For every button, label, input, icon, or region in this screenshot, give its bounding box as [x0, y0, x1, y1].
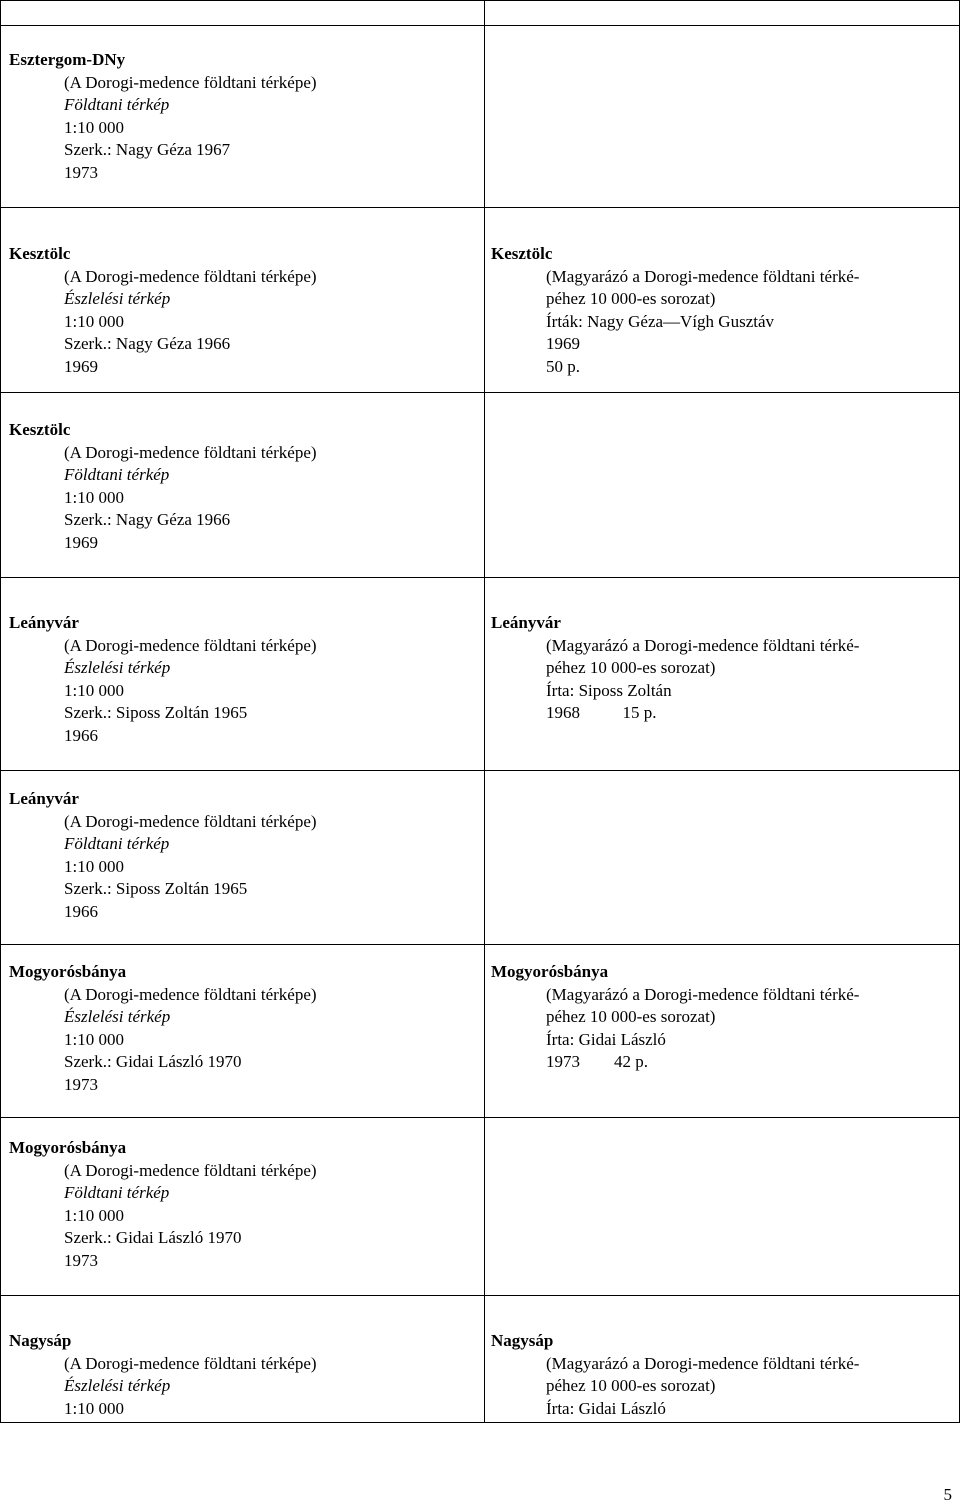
- entry-title: Mogyorósbánya: [491, 962, 609, 981]
- entry-description-cont: péhez 10 000-es sorozat): [546, 1007, 716, 1026]
- row-border: [0, 25, 960, 26]
- entry-editor: Szerk.: Nagy Géza 1966: [64, 334, 231, 353]
- entry-year: 1966: [64, 725, 98, 745]
- map-entry: [9, 49, 317, 184]
- row-border: [0, 1422, 960, 1423]
- entry-description-cont: péhez 10 000-es sorozat): [546, 289, 716, 308]
- entry-title: Leányvár: [491, 613, 561, 632]
- entry-scale: 1:10 000: [64, 856, 124, 876]
- desc-word: földtani: [762, 635, 816, 655]
- entry-editor: Szerk.: Nagy Géza 1966: [64, 510, 231, 529]
- desc-word: (Magyarázó: [546, 635, 629, 655]
- entry-map-type: Földtani térkép: [64, 834, 170, 853]
- entry-year: 1973: [64, 162, 98, 182]
- entry-year: 1966: [64, 901, 98, 921]
- entry-map-type: Földtani térkép: [64, 95, 170, 114]
- row-border: [0, 1295, 960, 1296]
- entry-year: 1973: [64, 1250, 98, 1270]
- entry-year: 1969: [64, 532, 98, 552]
- entry-description: [491, 1353, 953, 1376]
- desc-word: a: [632, 984, 640, 1004]
- entry-series: (A Dorogi-medence földtani térképe): [64, 1160, 317, 1180]
- entry-scale: 1:10 000: [64, 680, 124, 700]
- row-border: [0, 770, 960, 771]
- entry-title: Kesztölc: [9, 244, 71, 263]
- entry-title: Leányvár: [9, 613, 79, 632]
- entry-pages: 50 p.: [546, 356, 580, 376]
- entry-title: Mogyorósbánya: [9, 1138, 127, 1157]
- desc-word: (Magyarázó: [546, 1353, 629, 1373]
- row-border: [0, 0, 960, 1]
- entry-scale: 1:10 000: [64, 1029, 124, 1049]
- explanation-entry: [491, 1330, 953, 1420]
- desc-word: földtani: [762, 266, 816, 286]
- row-border: [0, 1117, 960, 1118]
- entry-scale: 1:10 000: [64, 487, 124, 507]
- map-entry: [9, 419, 317, 554]
- entry-editor: Szerk.: Gidai László 1970: [64, 1228, 242, 1247]
- desc-word: térké-: [819, 1353, 860, 1373]
- entry-editor: Szerk.: Nagy Géza 1967: [64, 140, 231, 159]
- entry-description-cont: péhez 10 000-es sorozat): [546, 658, 716, 677]
- column-border: [0, 0, 1, 1423]
- entry-year-pages: 1968 15 p.: [546, 703, 657, 722]
- explanation-entry: [491, 243, 953, 378]
- row-border: [0, 577, 960, 578]
- row-border: [0, 207, 960, 208]
- desc-word: (Magyarázó: [546, 266, 629, 286]
- entry-series: (A Dorogi-medence földtani térképe): [64, 72, 317, 92]
- desc-word: a: [632, 1353, 640, 1373]
- entry-title: Kesztölc: [9, 420, 71, 439]
- map-entry: [9, 243, 317, 378]
- entry-title: Leányvár: [9, 789, 79, 808]
- desc-word: a: [632, 266, 640, 286]
- map-entry: [9, 1330, 317, 1420]
- entry-series: (A Dorogi-medence földtani térképe): [64, 984, 317, 1004]
- entry-editor: Szerk.: Siposs Zoltán 1965: [64, 879, 248, 898]
- entry-authors: Írta: Gidai László: [546, 1398, 666, 1418]
- entry-year: 1973: [64, 1074, 98, 1094]
- map-entry: [9, 612, 317, 747]
- entry-series: (A Dorogi-medence földtani térképe): [64, 442, 317, 462]
- map-entry: [9, 1137, 317, 1272]
- entry-editor: Szerk.: Gidai László 1970: [64, 1052, 242, 1071]
- explanation-entry: [491, 612, 953, 725]
- desc-word: földtani: [762, 984, 816, 1004]
- entry-authors: Írta: Siposs Zoltán: [546, 680, 672, 700]
- row-border: [0, 944, 960, 945]
- entry-authors: Írták: Nagy Géza—Vígh Gusztáv: [546, 311, 775, 331]
- page-number: 5: [943, 1485, 952, 1504]
- entry-year: 1969: [546, 334, 580, 353]
- entry-scale: 1:10 000: [64, 1398, 124, 1418]
- desc-word: a: [632, 635, 640, 655]
- desc-word: földtani: [762, 1353, 816, 1373]
- entry-map-type: Földtani térkép: [64, 465, 170, 484]
- entry-description: [491, 266, 953, 289]
- entry-title: Esztergom-DNy: [9, 50, 126, 69]
- desc-word: Dorogi-medence: [644, 635, 759, 655]
- desc-word: Dorogi-medence: [644, 984, 759, 1004]
- entry-year-pages: 1973 42 p.: [546, 1052, 648, 1071]
- map-entry: [9, 788, 317, 923]
- entry-year: 1969: [64, 356, 98, 376]
- entry-series: (A Dorogi-medence földtani térképe): [64, 811, 317, 831]
- desc-word: térké-: [819, 266, 860, 286]
- entry-title: Nagysáp: [9, 1331, 72, 1350]
- entry-series: (A Dorogi-medence földtani térképe): [64, 1353, 317, 1373]
- column-border: [484, 0, 485, 1423]
- entry-title: Mogyorósbánya: [9, 962, 127, 981]
- desc-word: Dorogi-medence: [644, 266, 759, 286]
- desc-word: térké-: [819, 984, 860, 1004]
- entry-map-type: Észlelési térkép: [64, 1007, 171, 1026]
- entry-series: (A Dorogi-medence földtani térképe): [64, 635, 317, 655]
- entry-scale: 1:10 000: [64, 117, 124, 137]
- row-border: [0, 392, 960, 393]
- entry-title: Nagysáp: [491, 1331, 554, 1350]
- entry-map-type: Észlelési térkép: [64, 1376, 171, 1395]
- map-entry: [9, 961, 317, 1096]
- desc-word: térké-: [819, 635, 860, 655]
- entry-description: [491, 635, 953, 658]
- entry-authors: Írta: Gidai László: [546, 1029, 666, 1049]
- entry-series: (A Dorogi-medence földtani térképe): [64, 266, 317, 286]
- entry-scale: 1:10 000: [64, 311, 124, 331]
- entry-description: [491, 984, 953, 1007]
- entry-title: Kesztölc: [491, 244, 553, 263]
- desc-word: Dorogi-medence: [644, 1353, 759, 1373]
- entry-map-type: Észlelési térkép: [64, 289, 171, 308]
- entry-editor: Szerk.: Siposs Zoltán 1965: [64, 703, 248, 722]
- entry-map-type: Észlelési térkép: [64, 658, 171, 677]
- desc-word: (Magyarázó: [546, 984, 629, 1004]
- explanation-entry: [491, 961, 953, 1074]
- entry-map-type: Földtani térkép: [64, 1183, 170, 1202]
- entry-scale: 1:10 000: [64, 1205, 124, 1225]
- entry-description-cont: péhez 10 000-es sorozat): [546, 1376, 716, 1395]
